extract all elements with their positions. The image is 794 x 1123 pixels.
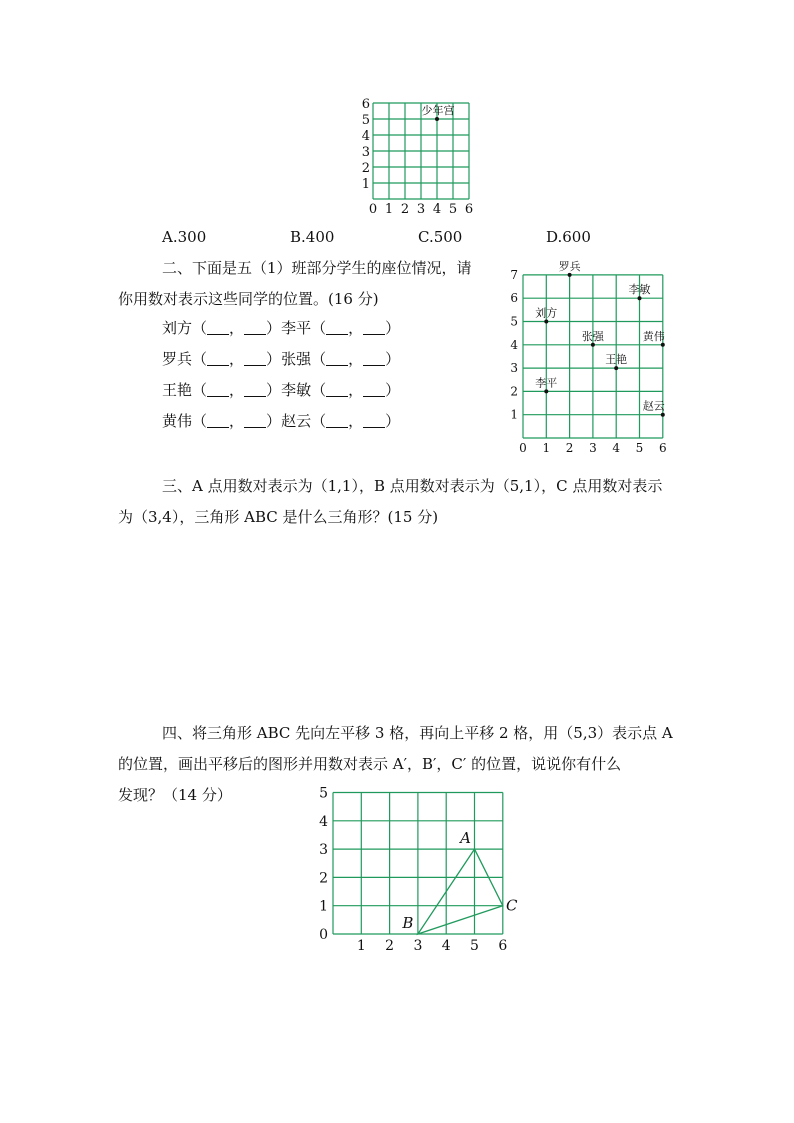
q2-text bbox=[118, 253, 498, 315]
paren: ） bbox=[266, 412, 282, 430]
youth-palace-point bbox=[435, 117, 439, 121]
student-label: 罗兵 bbox=[558, 259, 581, 273]
x-tick-label: 6 bbox=[498, 938, 508, 954]
y-tick-label: 5 bbox=[510, 314, 518, 329]
x-tick-label: 6 bbox=[658, 441, 667, 455]
student-name: 罗兵 bbox=[162, 350, 193, 368]
answer-row bbox=[162, 349, 400, 380]
youth-palace-grid bbox=[355, 95, 480, 220]
y-tick-label: 2 bbox=[361, 161, 370, 176]
q4-text bbox=[118, 718, 688, 811]
answer-blank-y[interactable] bbox=[244, 351, 266, 366]
student-point bbox=[544, 389, 548, 393]
student-name: 黄伟 bbox=[162, 412, 193, 430]
triangle-abc bbox=[418, 849, 503, 934]
student-point bbox=[544, 320, 548, 324]
paren: ） bbox=[385, 350, 401, 368]
student-point bbox=[568, 273, 572, 277]
paren: （ bbox=[311, 412, 327, 430]
answer-blank-x[interactable] bbox=[207, 382, 229, 397]
x-tick-label: 2 bbox=[385, 938, 395, 954]
q4-line2: 的位置，画出平移后的图形并用数对表示 A′，B′，C′ 的位置，说说你有什么 bbox=[118, 755, 622, 773]
student-point bbox=[591, 343, 595, 347]
student-point bbox=[614, 366, 618, 370]
paren: ） bbox=[385, 381, 401, 399]
answer-row bbox=[162, 318, 400, 349]
student-point bbox=[661, 343, 665, 347]
x-tick-label: 1 bbox=[542, 441, 551, 455]
x-tick-label: 5 bbox=[448, 202, 458, 217]
x-tick-label: 6 bbox=[464, 202, 474, 217]
answer-blank-x[interactable] bbox=[207, 351, 229, 366]
paren: （ bbox=[311, 319, 327, 337]
answer-blank-y[interactable] bbox=[363, 413, 385, 428]
x-tick-label: 0 bbox=[368, 202, 378, 217]
x-tick-label: 4 bbox=[432, 202, 442, 217]
x-tick-label: 2 bbox=[400, 202, 410, 217]
answer-blank-x[interactable] bbox=[326, 320, 348, 335]
paren: （ bbox=[311, 350, 327, 368]
option-d: D.600 bbox=[546, 228, 591, 246]
y-tick-label: 4 bbox=[510, 337, 518, 352]
x-tick-label: 5 bbox=[635, 441, 644, 455]
student-point bbox=[661, 413, 665, 417]
x-tick-label: 2 bbox=[565, 441, 574, 455]
vertex-label: C bbox=[506, 896, 518, 915]
student-name: 李敏 bbox=[281, 381, 312, 399]
x-tick-label: 1 bbox=[384, 202, 394, 217]
paren: ） bbox=[266, 381, 282, 399]
x-tick-label: 3 bbox=[589, 441, 597, 455]
student-label: 刘方 bbox=[535, 306, 558, 320]
q3-text bbox=[118, 471, 688, 533]
y-tick-label: 1 bbox=[510, 407, 518, 422]
q3-line1: 三、A 点用数对表示为（1,1），B 点用数对表示为（5,1），C 点用数对表示 bbox=[162, 477, 663, 495]
student-label: 黄伟 bbox=[642, 329, 665, 343]
y-tick-label: 0 bbox=[319, 927, 328, 943]
answer-blank-y[interactable] bbox=[244, 320, 266, 335]
paren: （ bbox=[192, 412, 208, 430]
answer-blank-x[interactable] bbox=[207, 320, 229, 335]
comma: ， bbox=[348, 350, 364, 368]
y-tick-label: 6 bbox=[510, 291, 518, 306]
seat-grid bbox=[505, 259, 680, 458]
vertex-label: A bbox=[460, 829, 471, 848]
student-point bbox=[638, 296, 642, 300]
q4-line1: 四、将三角形 ABC 先向左平移 3 格，再向上平移 2 格，用（5,3）表示点 A bbox=[162, 724, 673, 742]
y-tick-label: 2 bbox=[319, 870, 328, 887]
paren: ） bbox=[266, 350, 282, 368]
paren: （ bbox=[192, 319, 208, 337]
y-tick-label: 2 bbox=[510, 384, 518, 399]
option-c: C.500 bbox=[418, 228, 463, 246]
answer-blank-y[interactable] bbox=[363, 351, 385, 366]
q2-answer-rows bbox=[162, 318, 400, 442]
q2-line2: 你用数对表示这些同学的位置。(16 分) bbox=[118, 290, 379, 308]
y-tick-label: 3 bbox=[510, 361, 518, 376]
student-name: 刘方 bbox=[162, 319, 193, 337]
comma: ， bbox=[348, 381, 364, 399]
answer-blank-x[interactable] bbox=[326, 382, 348, 397]
student-name: 王艳 bbox=[162, 381, 193, 399]
y-tick-label: 4 bbox=[361, 129, 370, 144]
student-label: 李敏 bbox=[628, 283, 651, 297]
x-tick-label: 4 bbox=[612, 441, 621, 455]
x-tick-label: 4 bbox=[441, 938, 451, 954]
y-tick-label: 3 bbox=[361, 145, 370, 160]
y-tick-label: 4 bbox=[319, 813, 328, 830]
y-tick-label: 5 bbox=[319, 785, 328, 802]
comma: ， bbox=[348, 319, 364, 337]
y-tick-label: 5 bbox=[361, 113, 370, 128]
student-label: 李平 bbox=[535, 376, 558, 390]
comma: ， bbox=[229, 381, 245, 399]
student-label: 赵云 bbox=[642, 399, 665, 413]
q2-line1: 二、下面是五（1）班部分学生的座位情况，请 bbox=[162, 259, 472, 277]
y-tick-label: 7 bbox=[510, 267, 518, 282]
paren: （ bbox=[192, 350, 208, 368]
answer-blank-x[interactable] bbox=[326, 413, 348, 428]
student-label: 王艳 bbox=[605, 353, 628, 367]
comma: ， bbox=[229, 412, 245, 430]
option-a: A.300 bbox=[162, 228, 207, 246]
y-tick-label: 3 bbox=[319, 842, 328, 859]
paren: （ bbox=[192, 381, 208, 399]
vertex-label: B bbox=[402, 914, 414, 932]
student-label: 张强 bbox=[581, 329, 604, 343]
comma: ， bbox=[348, 412, 364, 430]
answer-blank-y[interactable] bbox=[244, 413, 266, 428]
q3-line2: 为（3,4），三角形 ABC 是什么三角形？(15 分) bbox=[118, 508, 439, 526]
option-b: B.400 bbox=[290, 228, 335, 246]
y-tick-label: 1 bbox=[361, 177, 370, 192]
paren: ） bbox=[266, 319, 282, 337]
x-tick-label: 5 bbox=[470, 938, 479, 954]
youth-palace-label: 少年宫 bbox=[421, 104, 455, 117]
answer-blank-x[interactable] bbox=[207, 413, 229, 428]
x-tick-label: 0 bbox=[519, 441, 527, 455]
paren: ） bbox=[385, 319, 401, 337]
answer-blank-y[interactable] bbox=[363, 320, 385, 335]
paren: （ bbox=[311, 381, 327, 399]
answer-row bbox=[162, 411, 400, 442]
paren: ） bbox=[385, 412, 401, 430]
x-tick-label: 3 bbox=[413, 938, 423, 954]
answer-row bbox=[162, 380, 400, 411]
comma: ， bbox=[229, 350, 245, 368]
student-name: 李平 bbox=[281, 319, 312, 337]
x-tick-label: 3 bbox=[416, 202, 426, 217]
answer-blank-y[interactable] bbox=[244, 382, 266, 397]
answer-blank-x[interactable] bbox=[326, 351, 348, 366]
q4-line3: 发现？（14 分） bbox=[118, 786, 232, 804]
answer-blank-y[interactable] bbox=[363, 382, 385, 397]
y-tick-label: 6 bbox=[361, 97, 370, 112]
student-name: 赵云 bbox=[281, 412, 312, 430]
comma: ， bbox=[229, 319, 245, 337]
student-name: 张强 bbox=[281, 350, 312, 368]
x-tick-label: 1 bbox=[356, 938, 366, 954]
y-tick-label: 1 bbox=[319, 898, 328, 915]
triangle-grid bbox=[310, 785, 525, 957]
